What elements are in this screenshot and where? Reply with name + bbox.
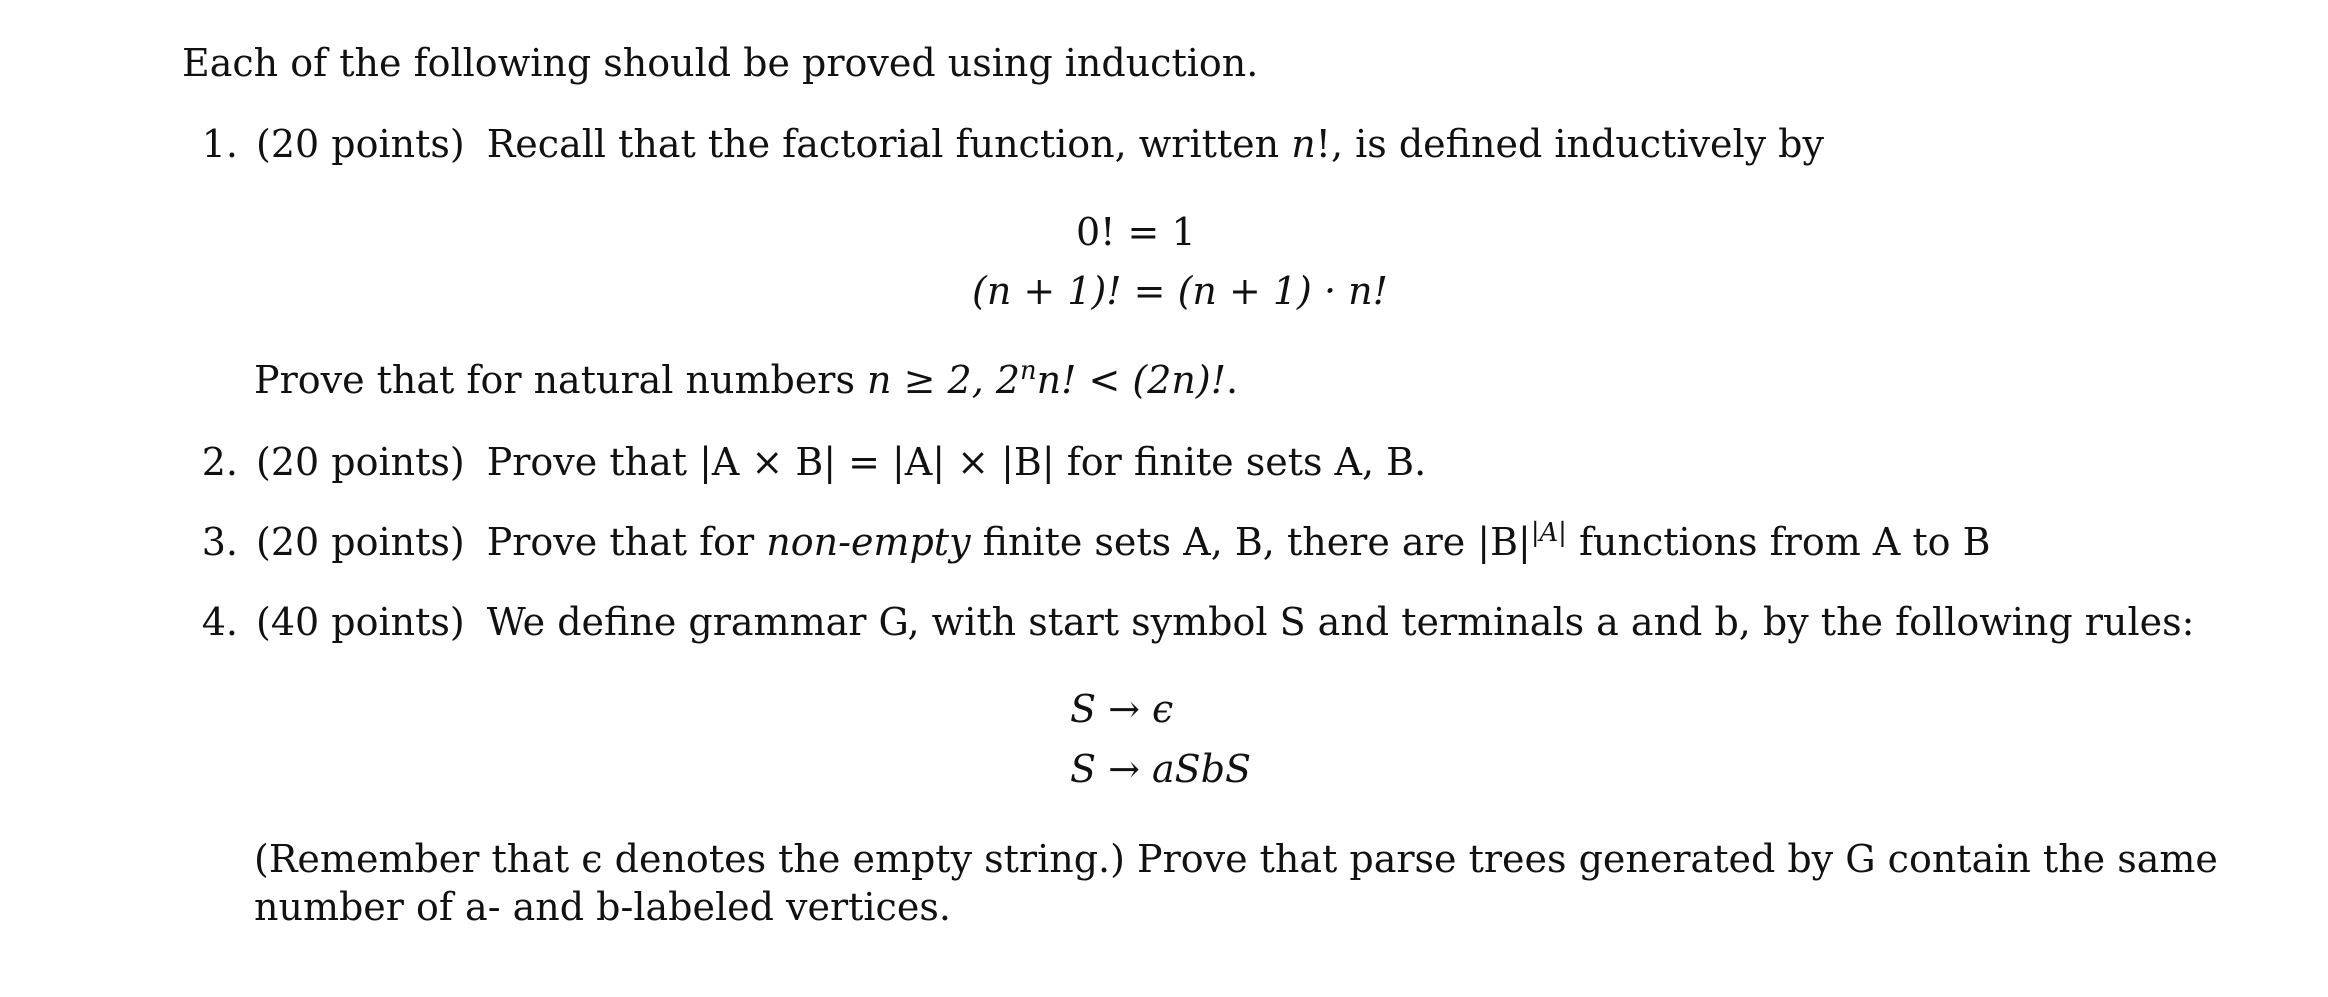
problem-3-sup: |A|: [1530, 517, 1567, 548]
problem-1-follow-math: n ≥ 2, 2: [867, 358, 1021, 402]
grammar-rule-1-text: S → ϵ: [1070, 687, 1174, 731]
problem-4-note-line-2: [254, 885, 951, 929]
intro-text: [182, 41, 1259, 85]
problem-4: [182, 600, 2195, 644]
problem-1-follow-math2: n! < (2n)!: [1036, 358, 1226, 402]
problem-3-number: 3.: [201, 520, 238, 564]
intro-sentence: Each of the following should be proved using induction.: [182, 41, 1259, 85]
problem-4-text: We define grammar G, with start symbol S and terminals a and b, by the following rules:: [486, 600, 2195, 644]
problem-4-note-line-1: [254, 837, 2218, 881]
problem-2-points: (20 points): [256, 440, 465, 484]
problem-1-text-before: Recall that the factorial function, written: [486, 122, 1292, 166]
problem-1-followup: [254, 355, 1239, 402]
factorial-base-equation: [1076, 210, 1196, 254]
problem-3: [182, 517, 1991, 564]
grammar-rule-2-text: S → aSbS: [1070, 747, 1252, 791]
problem-4-number: 4.: [201, 600, 238, 644]
problem-1-text-after: !, is defined inductively by: [1315, 122, 1824, 166]
problem-3-text-a: Prove that for: [486, 520, 767, 564]
problem-1-number: 1.: [201, 122, 238, 166]
problem-1-follow-end: .: [1226, 358, 1239, 402]
problem-1-points: (20 points): [256, 122, 465, 166]
factorial-step-equation: [972, 269, 1388, 313]
factorial-base-text: 0! = 1: [1076, 210, 1196, 254]
problem-2-text: Prove that |A × B| = |A| × |B| for finite sets A, B.: [486, 440, 1427, 484]
problem-1-follow-before: Prove that for natural numbers: [254, 358, 868, 402]
grammar-rule-epsilon: [1070, 687, 1174, 731]
problem-1-var: n: [1291, 122, 1316, 166]
problem-4-points: (40 points): [256, 600, 465, 644]
problem-3-points: (20 points): [256, 520, 465, 564]
problem-3-emph: non-empty: [766, 520, 971, 564]
problem-4-note-1: (Remember that ϵ denotes the empty string.) Prove that parse trees generated by G contain the same: [254, 837, 2218, 881]
factorial-step-text: (n + 1)! = (n + 1) · n!: [972, 269, 1388, 313]
grammar-rule-recursive: [1070, 747, 1252, 791]
problem-3-text-b: finite sets A, B, there are |B|: [970, 520, 1531, 564]
problem-1: [182, 122, 1824, 166]
problem-2-number: 2.: [201, 440, 238, 484]
problem-2: [182, 440, 1427, 484]
problem-3-text-c: functions from A to B: [1566, 520, 1991, 564]
problem-4-note-2: number of a- and b-labeled vertices.: [254, 885, 951, 929]
problem-1-follow-sup: n: [1020, 355, 1037, 386]
